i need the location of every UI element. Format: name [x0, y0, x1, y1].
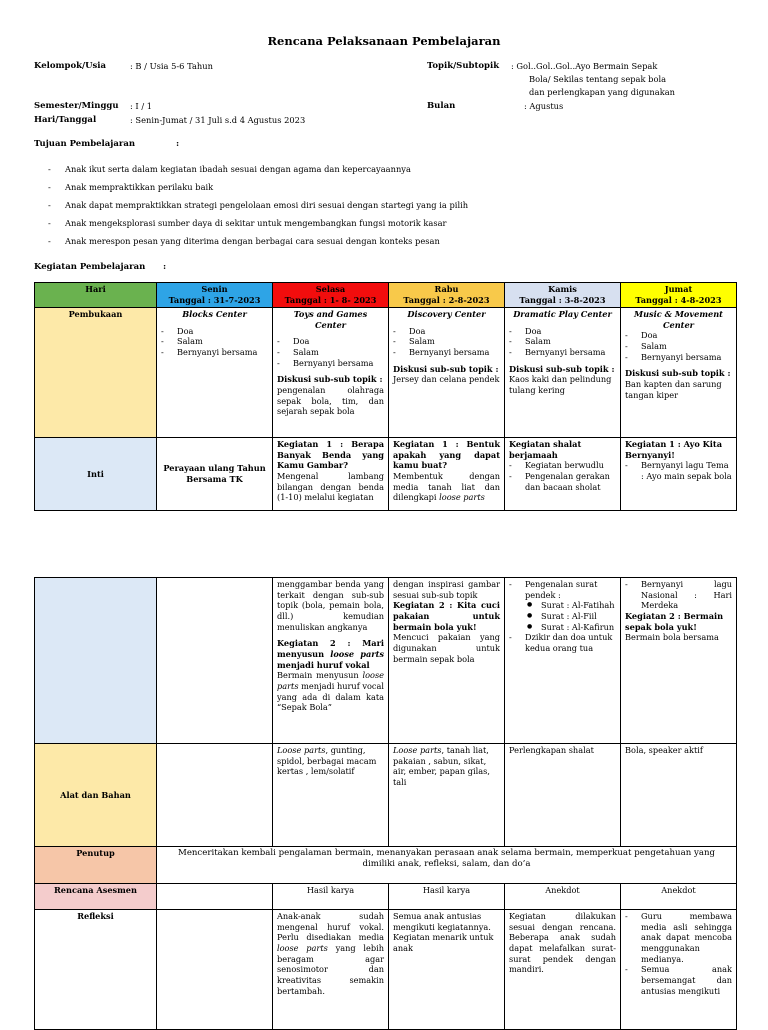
row-label-refleksi: Refleksi — [35, 910, 157, 1030]
cell-refleksi-kamis: Kegiatan dilakukan sesuai dengan rencana. Beberapa anak sudah dapat melafalkan surat-surat pendek dengan mandiri. — [505, 910, 621, 1030]
cell-alat-rabu: Loose parts, tanah liat, pakaian , sabun, sikat, air, ember, papan gilas, tali — [389, 744, 505, 847]
row-label-inti-cont — [35, 578, 157, 744]
cell-inti-kamis: Kegiatan shalat berjamaah - Kegiatan berwudlu - Pengenalan gerakan dan bacaan sholat — [505, 438, 621, 511]
cell-pembukaan-rabu: Discovery Center - Doa - Salam - Bernyanyi bersama Diskusi sub-sub topik : Jersey dan celana pendek — [389, 308, 505, 438]
cell-pembukaan-selasa: Toys and Games Center - Doa - Salam - Bernyanyi bersama Diskusi sub-sub topik : pengenalan olahraga sepak bola, tim, dan sejarah sepak bola — [273, 308, 389, 438]
topik-line2: Bola/ Sekilas tentang sepak bola — [529, 74, 667, 84]
header-kamis: Kamis Tanggal : 3-8-2023 — [505, 283, 621, 308]
activity-table-part2 — [34, 577, 737, 1030]
row-label-asesmen: Rencana Asesmen — [35, 884, 157, 910]
cell-alat-selasa: Loose parts, gunting, spidol, berbagai macam kertas , lem/solatif — [273, 744, 389, 847]
cell-alat-senin — [157, 744, 273, 847]
page-title: Rencana Pelaksanaan Pembelajaran — [267, 34, 501, 48]
cell-penutup: Menceritakan kembali pengalaman bermain, menanyakan perasaan anak selama bermain, memperkuat pengetahuan yang dimiliki anak, refleksi, salam, dan do’a — [157, 847, 737, 884]
cell-inti2-jumat: - Bernyanyi lagu Nasional : Hari Merdeka Kegiatan 2 : Bermain sepak bola yuk! Bermain bola bersama — [621, 578, 737, 744]
cell-inti-rabu: Kegiatan 1 : Bentuk apakah yang dapat kamu buat? Membentuk dengan media tanah liat dan dilengkapi loose parts — [389, 438, 505, 511]
cell-asesmen-rabu: Hasil karya — [389, 884, 505, 910]
cell-refleksi-rabu: Semua anak antusias mengikuti kegiatannya. Kegiatan menarik untuk anak — [389, 910, 505, 1030]
header-senin: Senin Tanggal : 31-7-2023 — [157, 283, 273, 308]
semester-value: : I / 1 — [130, 101, 153, 111]
cell-inti2-senin — [157, 578, 273, 744]
header-hari: Hari — [35, 283, 157, 308]
row-label-inti: Inti — [35, 438, 157, 511]
cell-pembukaan-kamis: Dramatic Play Center - Doa - Salam - Bernyanyi bersama Diskusi sub-sub topik : Kaos kaki dan pelindung tulang kering — [505, 308, 621, 438]
kelompok-value: : B / Usia 5-6 Tahun — [130, 61, 213, 71]
cell-inti2-selasa: menggambar benda yang terkait dengan sub-sub topik (bola, pemain bola, dll.) kemudian menuliskan angkanya Kegiatan 2 : Mari menyusun loose parts menjadi huruf vokal Bermain menyusun loose parts menjadi huruf vocal yang ada di dalam kata “Sepak Bola” — [273, 578, 389, 744]
bulan-label: Bulan — [427, 101, 456, 111]
cell-inti2-kamis: - Pengenalan surat pendek : ● Surat : Al-Fatihah ● Surat : Al-Fiil ● Surat : Al-Kafirun - Dzikir dan doa untuk kedua orang tua — [505, 578, 621, 744]
semester-label: Semester/Minggu — [34, 101, 119, 111]
tujuan-label: Tujuan Pembelajaran — [34, 139, 136, 149]
cell-pembukaan-senin: Blocks Center - Doa - Salam - Bernyanyi bersama — [157, 308, 273, 438]
cell-alat-jumat: Bola, speaker aktif — [621, 744, 737, 847]
topik-line3: dan perlengkapan yang digunakan — [529, 87, 676, 97]
kegiatan-label: Kegiatan Pembelajaran — [34, 262, 146, 272]
cell-asesmen-kamis: Anekdot — [505, 884, 621, 910]
activity-table-part1 — [34, 282, 737, 511]
kegiatan-colon: : — [163, 262, 167, 272]
cell-refleksi-jumat: - Guru membawa media asli sehingga anak dapat mencoba menggunakan medianya. - Semua anak bersemangat dan antusias mengikuti — [621, 910, 737, 1030]
cell-alat-kamis: Perlengkapan shalat — [505, 744, 621, 847]
hari-label: Hari/Tanggal — [34, 115, 97, 125]
row-label-penutup: Penutup — [35, 847, 157, 884]
row-label-alat: Alat dan Bahan — [35, 744, 157, 847]
cell-refleksi-senin — [157, 910, 273, 1030]
cell-pembukaan-jumat: Music & Movement Center - Doa - Salam - Bernyanyi bersama Diskusi sub-sub topik : Ban kapten dan sarung tangan kiper — [621, 308, 737, 438]
cell-asesmen-jumat: Anekdot — [621, 884, 737, 910]
cell-refleksi-selasa: Anak-anak sudah mengenal huruf vokal. Perlu disediakan media loose parts yang lebih beragam agar senosimotor dan kreativitas semakin bertambah. — [273, 910, 389, 1030]
cell-asesmen-senin — [157, 884, 273, 910]
cell-inti-jumat: Kegiatan 1 : Ayo Kita Bernyanyi! - Bernyanyi lagu Tema : Ayo main sepak bola — [621, 438, 737, 511]
header-jumat: Jumat Tanggal : 4-8-2023 — [621, 283, 737, 308]
cell-inti2-rabu: dengan inspirasi gambar sesuai sub-sub topik Kegiatan 2 : Kita cuci pakaian untuk bermain bola yuk! Mencuci pakaian yang digunakan untuk bermain sepak bola — [389, 578, 505, 744]
row-label-pembukaan: Pembukaan — [35, 308, 157, 438]
topik-label: Topik/Subtopik — [427, 61, 500, 71]
topik-line1: : Gol..Gol..Gol..Ayo Bermain Sepak — [511, 61, 658, 71]
kelompok-label: Kelompok/Usia — [34, 61, 107, 71]
cell-inti-selasa: Kegiatan 1 : Berapa Banyak Benda yang Kamu Gambar? Mengenal lambang bilangan dengan benda (1-10) melalui kegiatan — [273, 438, 389, 511]
hari-value: : Senin-Jumat / 31 Juli s.d 4 Agustus 2023 — [130, 115, 306, 125]
header-selasa: Selasa Tanggal : 1- 8- 2023 — [273, 283, 389, 308]
header-rabu: Rabu Tanggal : 2-8-2023 — [389, 283, 505, 308]
tujuan-colon: : — [176, 139, 180, 149]
bulan-value: : Agustus — [524, 101, 564, 111]
cell-inti-senin: Perayaan ulang Tahun Bersama TK — [157, 438, 273, 511]
cell-asesmen-selasa: Hasil karya — [273, 884, 389, 910]
